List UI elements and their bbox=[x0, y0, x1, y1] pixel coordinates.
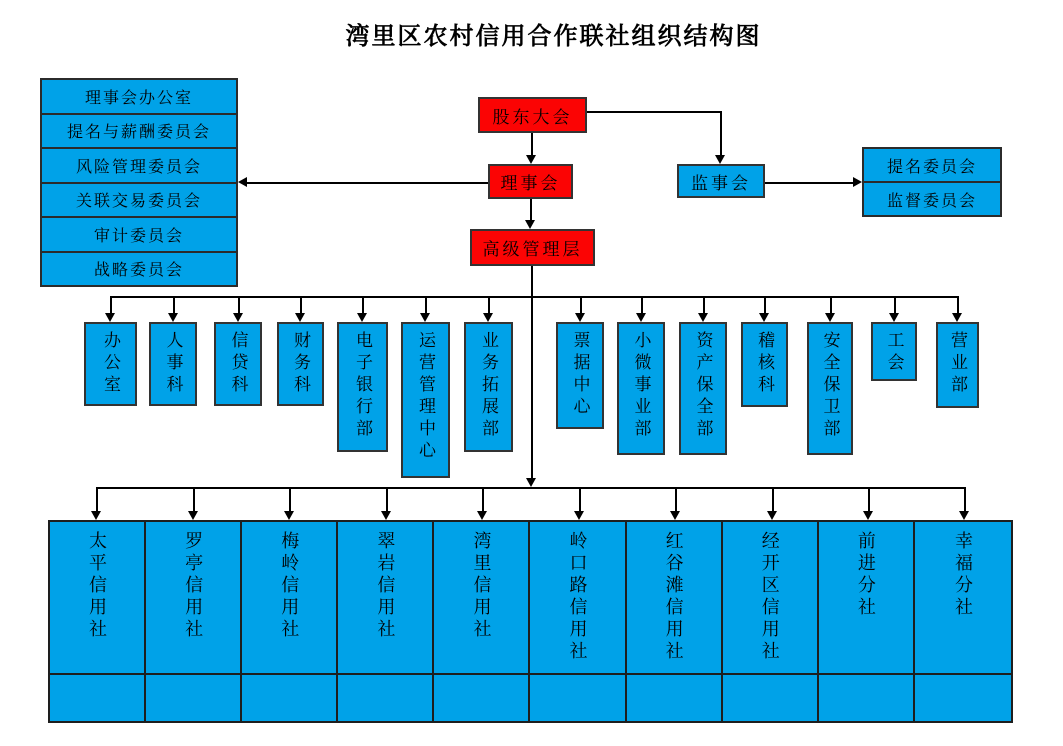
arrow-down-icon bbox=[575, 313, 585, 322]
connector-line bbox=[675, 487, 677, 511]
dept-box-small-micro-business bbox=[617, 322, 665, 455]
branch-empty-cell bbox=[242, 675, 338, 721]
dept-label: 运营管理中心 bbox=[416, 331, 435, 463]
connector-line bbox=[96, 487, 965, 489]
connector-line bbox=[868, 487, 870, 511]
branch-cell-wanli bbox=[434, 522, 530, 675]
arrow-left-icon bbox=[238, 177, 247, 187]
dept-box-e-banking bbox=[337, 322, 388, 452]
dept-box-security bbox=[807, 322, 853, 455]
connector-line bbox=[96, 487, 98, 511]
connector-line bbox=[289, 487, 291, 511]
connector-line bbox=[764, 296, 766, 313]
connector-line bbox=[173, 296, 175, 313]
connector-line bbox=[110, 296, 112, 313]
dept-box-audit-section bbox=[741, 322, 788, 407]
connector-line bbox=[894, 296, 896, 313]
dept-label: 工会 bbox=[884, 331, 904, 375]
branch-empty-cell bbox=[819, 675, 915, 721]
arrow-down-icon bbox=[889, 313, 899, 322]
arrow-down-icon bbox=[357, 313, 367, 322]
dept-box-bill-center bbox=[556, 322, 604, 429]
arrow-down-icon bbox=[483, 313, 493, 322]
connector-line bbox=[703, 296, 705, 313]
connector-line bbox=[425, 296, 427, 313]
connector-line bbox=[830, 296, 832, 313]
arrow-down-icon bbox=[477, 511, 487, 520]
chart-title: 湾里区农村信用合作联社组织结构图 bbox=[345, 24, 762, 50]
connector-line bbox=[964, 487, 966, 511]
connector-line bbox=[720, 111, 722, 155]
dept-label: 安全保卫部 bbox=[820, 331, 840, 441]
branch-label: 翠岩信用社 bbox=[375, 531, 396, 641]
arrow-right-icon bbox=[853, 177, 862, 187]
dept-box-hr bbox=[149, 322, 197, 406]
node-shareholders-meeting: 股东大会 bbox=[478, 97, 587, 133]
dept-label: 营业部 bbox=[948, 331, 967, 397]
arrow-down-icon bbox=[105, 313, 115, 322]
branch-label: 太平信用社 bbox=[87, 531, 108, 641]
branch-empty-cell bbox=[627, 675, 723, 721]
arrow-down-icon bbox=[574, 511, 584, 520]
branch-cell-xingfu bbox=[915, 522, 1011, 675]
dept-label: 信贷科 bbox=[228, 331, 248, 397]
branch-label: 罗亭信用社 bbox=[183, 531, 204, 641]
connector-line bbox=[765, 182, 853, 184]
connector-line bbox=[772, 487, 774, 511]
arrow-down-icon bbox=[636, 313, 646, 322]
committee-strategy: 战略委员会 bbox=[42, 251, 236, 286]
branch-label: 前进分社 bbox=[855, 531, 876, 619]
branch-cell-lingkoulu bbox=[530, 522, 626, 675]
connector-line bbox=[193, 487, 195, 511]
arrow-down-icon bbox=[959, 511, 969, 520]
branch-empty-cell bbox=[915, 675, 1011, 721]
branch-label: 湾里信用社 bbox=[471, 531, 492, 641]
dept-box-general-office bbox=[84, 322, 137, 406]
dept-label: 办公室 bbox=[101, 331, 120, 397]
arrow-down-icon bbox=[863, 511, 873, 520]
connector-line bbox=[641, 296, 643, 313]
dept-label: 票据中心 bbox=[570, 331, 590, 419]
dept-label: 资产保全部 bbox=[693, 331, 713, 441]
node-board-of-directors: 理事会 bbox=[488, 164, 573, 199]
dept-box-asset-preservation bbox=[679, 322, 727, 455]
arrow-down-icon bbox=[91, 511, 101, 520]
left-committee-stack bbox=[40, 78, 238, 287]
branch-cell-meiling bbox=[242, 522, 338, 675]
committee-board-office: 理事会办公室 bbox=[84, 89, 193, 107]
dept-box-credit bbox=[214, 322, 262, 406]
arrow-down-icon bbox=[284, 511, 294, 520]
arrow-down-icon bbox=[525, 220, 535, 229]
connector-line bbox=[238, 296, 240, 313]
connector-line bbox=[530, 199, 532, 220]
arrow-down-icon bbox=[420, 313, 430, 322]
branch-empty-cell bbox=[434, 675, 530, 721]
arrow-down-icon bbox=[168, 313, 178, 322]
committee-risk-management: 风险管理委员会 bbox=[42, 147, 236, 182]
branch-cell-jingkaiqu bbox=[723, 522, 819, 675]
arrow-down-icon bbox=[952, 313, 962, 322]
committee-related-transactions: 关联交易委员会 bbox=[42, 182, 236, 217]
branch-empty-cell bbox=[723, 675, 819, 721]
branch-empty-cell bbox=[338, 675, 434, 721]
dept-label: 电子银行部 bbox=[353, 331, 372, 441]
branch-label: 幸福分社 bbox=[952, 531, 973, 619]
right-committee-stack bbox=[862, 147, 1002, 217]
branch-cell-taiping bbox=[50, 522, 146, 675]
branch-empty-cell bbox=[530, 675, 626, 721]
connector-line bbox=[957, 296, 959, 313]
dept-box-operations-center bbox=[401, 322, 450, 478]
connector-line bbox=[488, 296, 490, 313]
node-senior-management: 高级管理层 bbox=[470, 229, 595, 266]
branch-cell-qianjin bbox=[819, 522, 915, 675]
committee-nomination-remuneration: 提名与薪酬委员会 bbox=[42, 113, 236, 148]
connector-line bbox=[386, 487, 388, 511]
branch-label: 梅岭信用社 bbox=[279, 531, 300, 641]
branch-label: 经开区信用社 bbox=[759, 531, 780, 663]
arrow-down-icon bbox=[188, 511, 198, 520]
dept-label: 业务拓展部 bbox=[479, 331, 498, 441]
branch-cell-cuiyan bbox=[338, 522, 434, 675]
dept-label: 财务科 bbox=[291, 331, 310, 397]
committee-supervision: 监督委员会 bbox=[864, 181, 1000, 215]
arrow-down-icon bbox=[759, 313, 769, 322]
dept-box-labor-union bbox=[871, 322, 917, 381]
arrow-down-icon bbox=[381, 511, 391, 520]
branch-empty-cell bbox=[50, 675, 146, 721]
connector-line bbox=[580, 296, 582, 313]
arrow-down-icon bbox=[825, 313, 835, 322]
committee-audit: 审计委员会 bbox=[42, 216, 236, 251]
connector-line bbox=[482, 487, 484, 511]
arrow-down-icon bbox=[698, 313, 708, 322]
arrow-down-icon bbox=[670, 511, 680, 520]
arrow-down-icon bbox=[767, 511, 777, 520]
arrow-down-icon bbox=[233, 313, 243, 322]
dept-label: 小微事业部 bbox=[631, 331, 651, 441]
arrow-down-icon bbox=[526, 155, 536, 164]
committee-nomination: 提名委员会 bbox=[886, 158, 977, 176]
branch-cell-luoting bbox=[146, 522, 242, 675]
connector-line bbox=[587, 111, 721, 113]
connector-line bbox=[362, 296, 364, 313]
connector-line bbox=[579, 487, 581, 511]
dept-label: 稽核科 bbox=[755, 331, 774, 397]
branch-label: 红谷滩信用社 bbox=[663, 531, 684, 663]
connector-line bbox=[531, 133, 533, 155]
dept-box-business-office bbox=[936, 322, 979, 408]
arrow-down-icon bbox=[715, 155, 725, 164]
branch-table bbox=[48, 520, 1013, 723]
branch-cell-honggutan bbox=[627, 522, 723, 675]
dept-box-business-development bbox=[464, 322, 513, 452]
dept-box-finance bbox=[277, 322, 324, 406]
connector-line bbox=[531, 266, 533, 478]
dept-label: 人事科 bbox=[163, 331, 183, 397]
connector-line bbox=[247, 182, 488, 184]
branch-label: 岭口路信用社 bbox=[567, 531, 588, 663]
node-board-of-supervisors: 监事会 bbox=[677, 164, 765, 198]
connector-line bbox=[300, 296, 302, 313]
branch-empty-cell bbox=[146, 675, 242, 721]
arrow-down-icon bbox=[295, 313, 305, 322]
arrow-down-icon bbox=[526, 478, 536, 487]
